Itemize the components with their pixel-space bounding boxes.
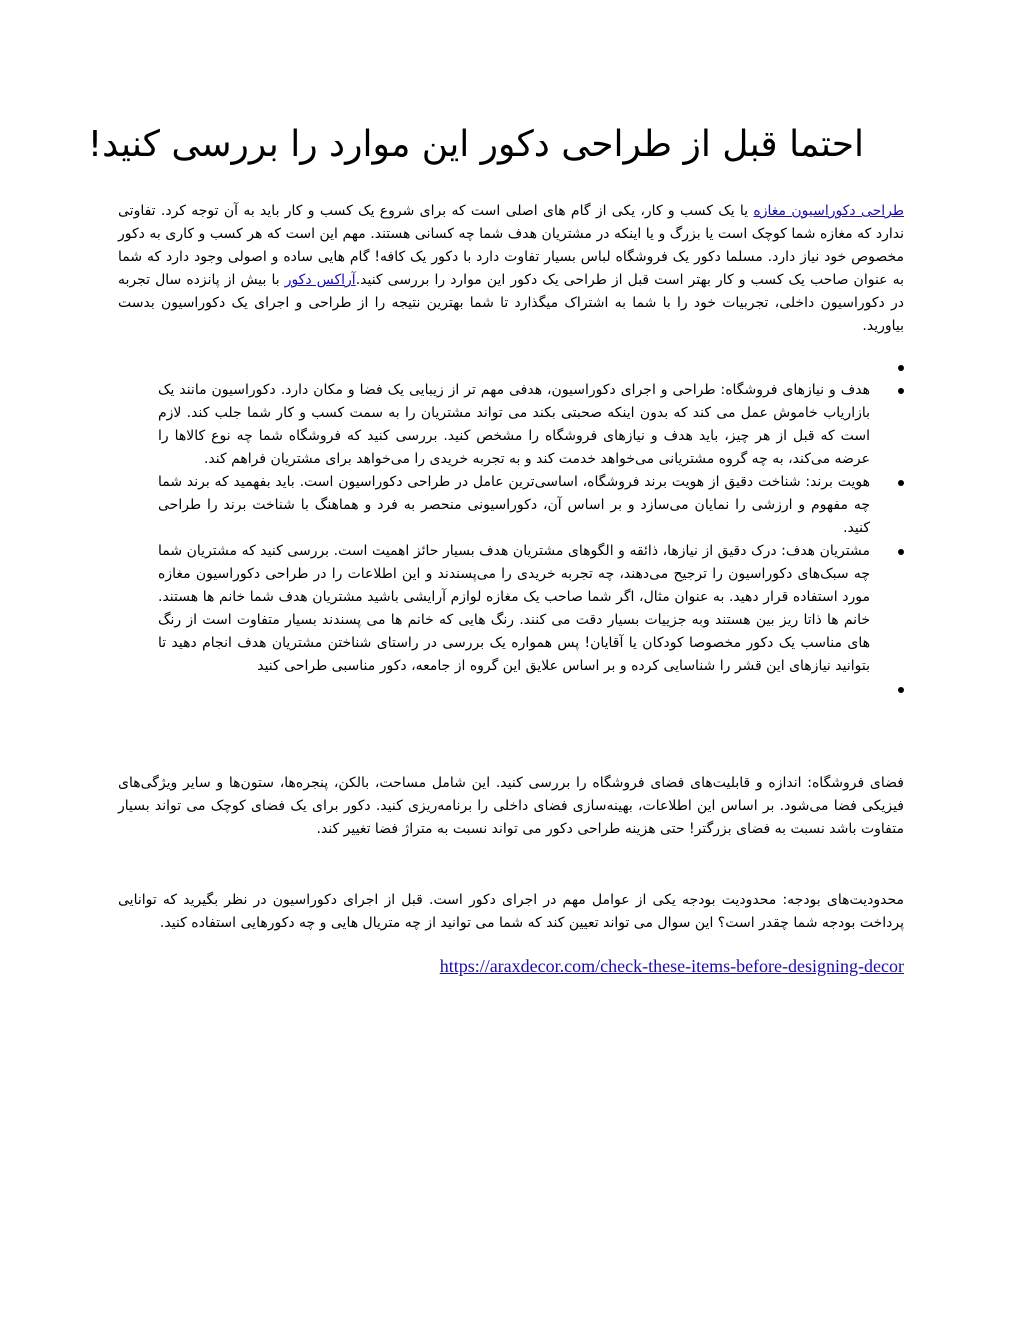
intro-paragraph	[118, 200, 904, 338]
list-item-text: هویت برند: شناخت دقیق از هویت برند فروشگاه، اساسی‌ترین عامل در طراحی دکوراسیون است. باید بفهمید که برند شما چه مفهوم و ارزشی را نمایان می‌سازد و بر اساس آن، دکوراسیونی منحصر به فرد و هماهنگ با شناخت برند را طراحی کنید.	[158, 474, 870, 536]
list-item	[118, 678, 904, 701]
bullet-icon	[898, 388, 904, 394]
bullet-icon	[898, 365, 904, 371]
list-item	[118, 471, 904, 540]
list-item	[118, 356, 904, 379]
bullet-icon	[898, 480, 904, 486]
document-page	[87, 0, 904, 1325]
bullet-icon	[898, 549, 904, 555]
considerations-list	[118, 356, 904, 701]
list-item	[118, 379, 904, 471]
arax-decor-link[interactable]: آراکس دکور	[284, 272, 356, 288]
bullet-icon	[898, 687, 904, 693]
source-url-line	[118, 953, 904, 979]
list-item-text: مشتریان هدف: درک دقیق از نیازها، ذائقه و الگوهای مشتریان هدف بسیار حائز اهمیت است. بررسی کنید که مشتریان شما چه سبک‌های دکوراسیون را ترجیح می‌دهند، چه تجربه خریدی را می‌پسندند و این اطلاعات را در طراحی دکوراسیون مغازه مورد استفاده قرار دهید. به عنوان مثال، اگر شما صاحب یک مغازه لوازم آرایشی باشید مشتریان هدف شما خانم ها هستند. خانم ها ذاتا ریز بین هستند وبه جزییات بسیار دقت می کنند. رنگ هایی که خانم ها می پسندند بسیار متفاوت است از رنگ های مناسب یک دکور مخصوصا کودکان یا آقایان! پس همواره یک بررسی در راستای شناختن مشتریان هدف انجام دهید تا بتوانید نیازهای این قشر را شناسایی کرده و بر اساس علایق این گروه از جامعه، دکور مناسبی طراحی کنید	[158, 543, 870, 674]
list-item	[118, 540, 904, 678]
store-space-paragraph: فضای فروشگاه: اندازه و قابلیت‌های فضای فروشگاه را بررسی کنید. این شامل مساحت، بالکن، پنجره‌ها، ستون‌ها و سایر ویژگی‌های فیزیکی فضا می‌شود. بر اساس این اطلاعات، بهینه‌سازی فضای داخلی را برنامه‌ریزی کنید. دکور برای یک فضای کوچک می تواند بسیار متفاوت باشد نسبت به فضای بزرگتر! حتی هزینه طراحی دکور می تواند نسبت به متراژ فضا تغییر کند.	[118, 775, 904, 837]
source-url-link[interactable]: https://araxdecor.com/check-these-items-before-designing-decor	[439, 956, 904, 976]
page-title: احتما قبل از طراحی دکور این موارد را بررسی کنید!	[87, 124, 864, 165]
intro-text-part-1: یا یک کسب و کار، یکی از گام های اصلی است که برای شروع یک کسب و کار باید به آن توجه کرد. تفاوتی ندارد که مغازه شما کوچک است یا بزرگ و یا اینکه در مشتریان هدف شما چه کسانی هستند. مهم این است که هر کسب و کاری به دکور مخصوص خود نیاز دارد. مسلما دکور یک فروشگاه لباس بسیار تفاوت دارد با دکور یک کافه! گام هایی ساده و اصولی وجود دارد که شما به عنوان صاحب یک کسب و کار بهتر است قبل از طراحی یک دکور این موارد را بررسی کنید.	[118, 203, 904, 288]
budget-paragraph: محدودیت‌های بودجه: محدودیت بودجه یکی از عوامل مهم در اجرای دکور است. قبل از اجرای دکوراسیون در نظر بگیرید که توانایی پرداخت بودجه شما چقدر است؟ این سوال می تواند تعیین کند که شما می توانید از چه متریال هایی و چه دکورهایی استفاده کنید.	[118, 892, 904, 931]
intro-text-part-2: با بیش از پانزده سال تجربه در دکوراسیون داخلی، تجربیات خود را با شما به اشتراک میگذارد تا شما بهترین نتیجه را از طراحی و اجرای یک دکوراسیون بدست بیاورید.	[118, 272, 904, 334]
store-decoration-link[interactable]: طراحی دکوراسیون مغازه	[753, 203, 904, 219]
list-item-text: هدف و نیازهای فروشگاه: طراحی و اجرای دکوراسیون، هدفی مهم تر از زیبایی یک فضا و مکان دارد. دکوراسیون مانند یک بازاریاب خاموش عمل می کند که بدون اینکه صحبتی بکند می تواند مشتریان را به سمت کسب و کار شما جلب کند. لازم است که قبل از هر چیز، باید هدف و نیازهای فروشگاه را مشخص کنید. بررسی کنید که فروشگاه شما چه نوع کالاها را عرضه می‌کند، به چه گروه مشتریانی می‌خواهد خدمت کند و به تجربه خریدی را می‌خواهد برای مشتریان فراهم کند.	[158, 382, 870, 467]
